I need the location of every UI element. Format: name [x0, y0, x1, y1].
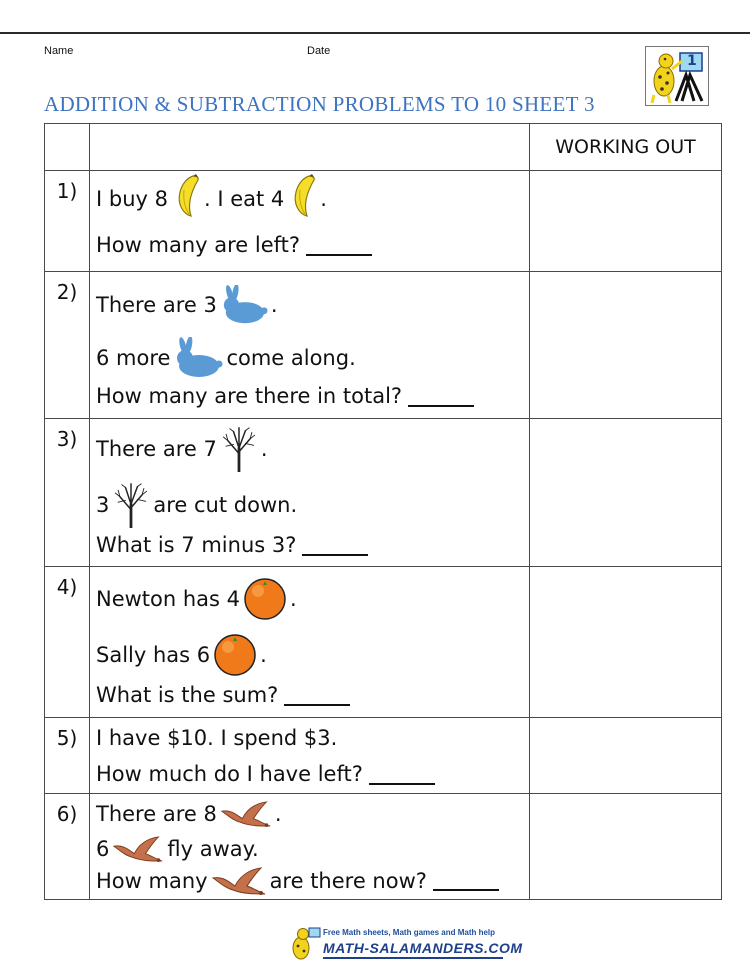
problem-text: There are 8 — [96, 801, 217, 826]
problem-row — [45, 794, 722, 900]
tree-icon — [112, 482, 150, 528]
problem-line — [96, 483, 529, 527]
problem-number: 4) — [45, 567, 90, 718]
problem-text: are cut down. — [153, 492, 298, 517]
question-text: How many are left? — [96, 233, 301, 257]
working-out-cell[interactable] — [530, 794, 722, 900]
header-row — [45, 124, 722, 171]
problem-text: 6 more — [96, 345, 171, 370]
orange-icon — [213, 633, 257, 677]
problem-number: 5) — [45, 718, 90, 794]
problem-row — [45, 718, 722, 794]
working-out-cell[interactable] — [530, 718, 722, 794]
footer-tagline: Free Math sheets, Math games and Math help — [323, 928, 496, 937]
top-rule — [0, 32, 750, 34]
name-label: Name — [44, 45, 74, 57]
problem-text: . — [260, 642, 267, 667]
problem-line — [96, 726, 529, 750]
problem-text: . — [270, 292, 278, 317]
problem-text: 6 — [96, 836, 110, 861]
problem-line — [96, 284, 529, 326]
problem-line — [96, 800, 529, 828]
problem-question — [96, 685, 529, 706]
footer-site-name: MATH-SALAMANDERS.COM — [323, 940, 523, 956]
footer-brand[interactable] — [287, 926, 523, 962]
answer-blank[interactable] — [302, 536, 368, 556]
problem-line — [96, 336, 529, 380]
problem-text-cell — [90, 419, 530, 567]
problem-row — [45, 171, 722, 272]
problem-text: . I eat 4 — [203, 186, 285, 211]
problem-text-cell — [90, 567, 530, 718]
problem-text: . — [320, 186, 327, 211]
question-text: How many are there in total? — [96, 384, 403, 408]
problem-number: 6) — [45, 794, 90, 900]
problem-text: . — [260, 436, 268, 461]
header-problem-cell — [90, 124, 530, 171]
problem-line — [96, 427, 529, 471]
salamander-logo-icon — [287, 926, 321, 962]
problem-text: . — [290, 586, 297, 611]
problem-text: come along. — [226, 345, 356, 370]
problem-text: I have $10. I spend $3. — [96, 725, 338, 750]
problem-question — [96, 235, 529, 256]
answer-blank[interactable] — [408, 387, 474, 407]
rabbit-icon — [173, 337, 223, 379]
rabbit-icon — [220, 285, 268, 325]
problem-line — [96, 173, 529, 225]
question-text: What is the sum? — [96, 683, 279, 707]
problem-text: There are 7 — [96, 436, 217, 461]
problem-text: 3 — [96, 492, 110, 517]
problem-question — [96, 386, 529, 407]
tree-icon — [220, 426, 258, 472]
problem-number: 3) — [45, 419, 90, 567]
problem-number: 1) — [45, 171, 90, 272]
answer-blank[interactable] — [369, 765, 435, 785]
answer-blank[interactable] — [433, 871, 499, 891]
problem-text: . — [274, 801, 282, 826]
problem-text: Sally has 6 — [96, 642, 211, 667]
working-out-cell[interactable] — [530, 171, 722, 272]
problem-line — [96, 575, 529, 623]
working-out-header: WORKING OUT — [530, 124, 722, 171]
question-text: How much do I have left? — [96, 762, 363, 786]
date-label: Date — [307, 45, 331, 57]
problem-row — [45, 567, 722, 718]
problem-question — [96, 535, 529, 556]
problem-text-cell — [90, 272, 530, 419]
problem-text-cell — [90, 171, 530, 272]
question-text: How many — [96, 868, 208, 893]
problem-text: fly away. — [167, 836, 259, 861]
page-title: ADDITION & SUBTRACTION PROBLEMS TO 10 SHEET 3 — [44, 92, 595, 116]
bird-icon — [220, 800, 272, 828]
problem-row — [45, 419, 722, 567]
bird-icon — [211, 866, 267, 896]
problem-text: There are 3 — [96, 292, 217, 317]
worksheet-table — [44, 123, 722, 900]
answer-blank[interactable] — [306, 236, 372, 256]
logo-number: 1 — [687, 53, 697, 69]
problem-number: 2) — [45, 272, 90, 419]
bird-icon — [112, 835, 164, 863]
banana-icon — [171, 174, 201, 224]
problem-question — [96, 764, 529, 785]
problem-text-cell — [90, 718, 530, 794]
footer-underline — [323, 957, 503, 959]
orange-icon — [243, 577, 287, 621]
problem-line — [96, 834, 529, 864]
question-text: What is 7 minus 3? — [96, 533, 297, 557]
problem-text-cell — [90, 794, 530, 900]
working-out-cell[interactable] — [530, 272, 722, 419]
problem-text: I buy 8 — [96, 186, 168, 211]
working-out-cell[interactable] — [530, 419, 722, 567]
problem-line — [96, 631, 529, 679]
question-text: are there now? — [269, 868, 427, 893]
header-number-cell — [45, 124, 90, 171]
answer-blank[interactable] — [284, 686, 350, 706]
banana-icon — [287, 174, 317, 224]
problem-row — [45, 272, 722, 419]
working-out-cell[interactable] — [530, 567, 722, 718]
grade-logo — [645, 46, 709, 106]
problem-question — [96, 866, 529, 896]
problem-text: Newton has 4 — [96, 586, 241, 611]
